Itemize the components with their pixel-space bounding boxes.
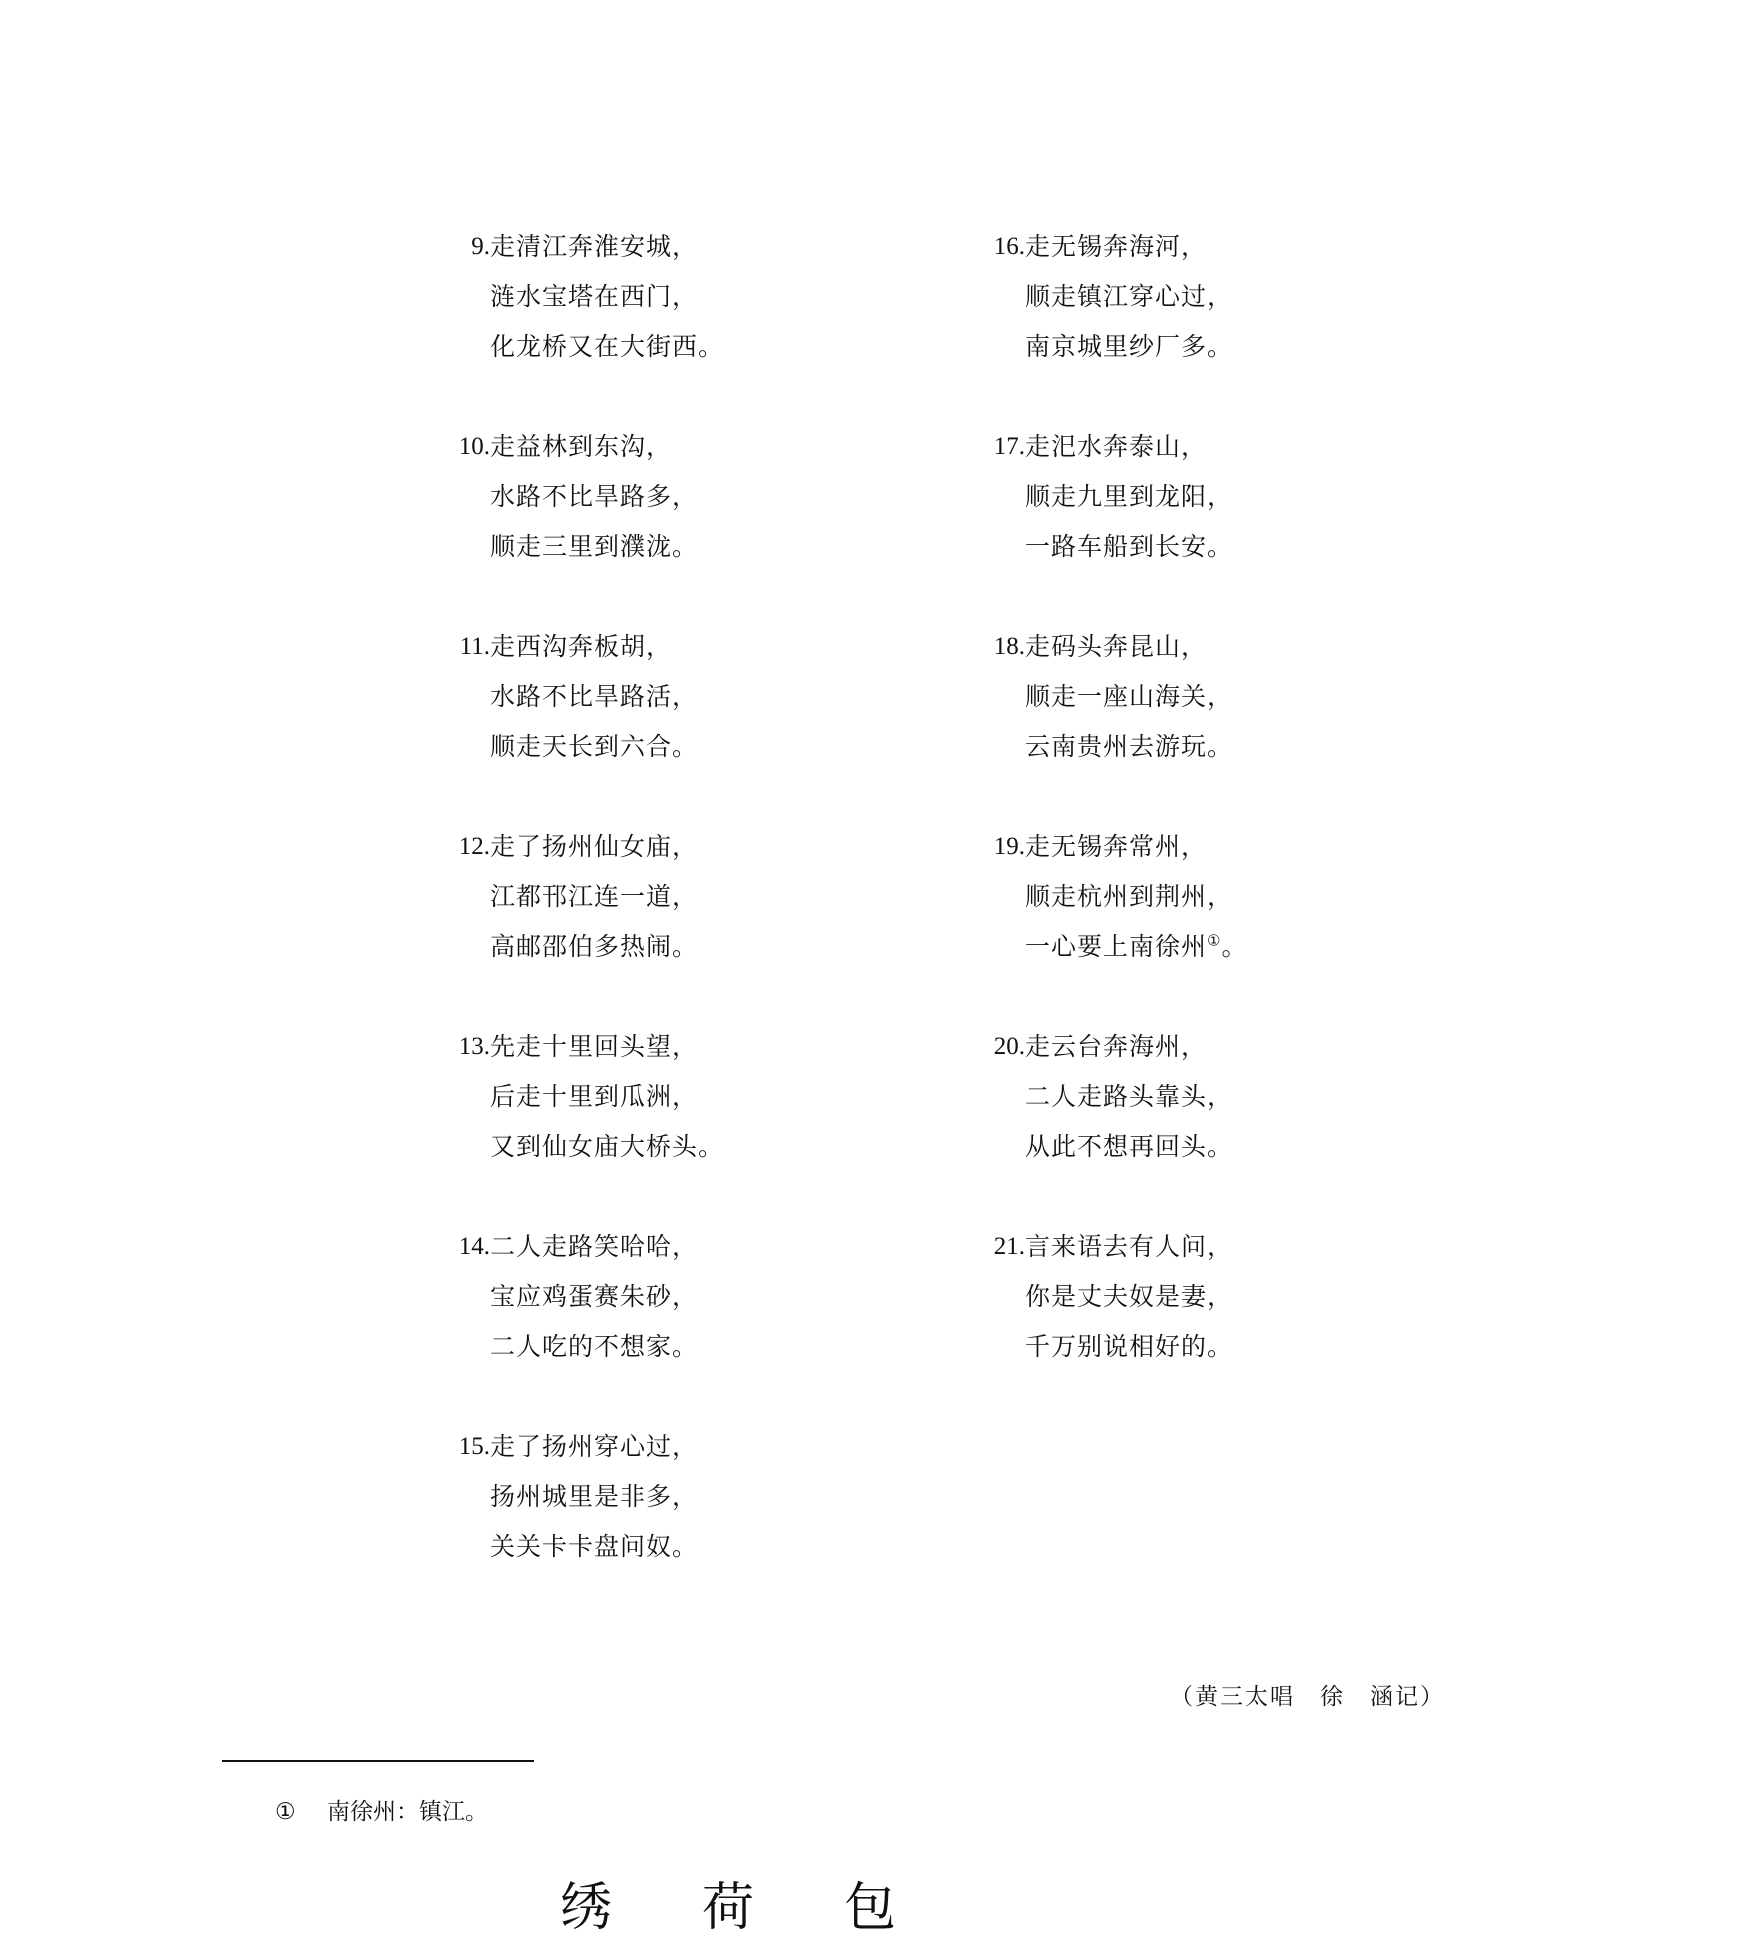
verse-line: 走码头奔昆山， (1025, 632, 1208, 661)
verse-line: 水路不比旱路多， (490, 482, 699, 511)
verse-line: 高邮邵伯多热闹。 (490, 932, 699, 961)
verse-line: 走汜水奔泰山， (1025, 432, 1208, 461)
verse-line: 走了扬州穿心过， (490, 1432, 699, 1461)
verse-line: 顺走一座山海关， (1025, 682, 1234, 711)
verse-line: 二人吃的不想家。 (490, 1332, 699, 1361)
verse-line: 言来语去有人问， (1025, 1232, 1234, 1261)
verse-line-with-footnote (1025, 932, 1247, 962)
stanza-number: 19. (993, 833, 1025, 860)
verse-line: 走无锡奔海河， (1025, 232, 1208, 261)
verse-line: 走了扬州仙女庙， (490, 832, 699, 861)
stanza-number: 12. (458, 833, 490, 860)
footnote-text: 南徐州：镇江。 (327, 1799, 488, 1825)
verse-line: 江都邗江连一道， (490, 882, 699, 911)
verse-line: 走清江奔淮安城， (490, 232, 699, 261)
verse-line: 化龙桥又在大街西。 (490, 332, 725, 361)
verse-line: 扬州城里是非多， (490, 1482, 699, 1511)
verse-line: 先走十里回头望， (490, 1032, 699, 1061)
verse-line: 南京城里纱厂多。 (1025, 332, 1234, 361)
stanza-number: 14. (458, 1233, 490, 1260)
verse-line: 关关卡卡盘问奴。 (490, 1532, 699, 1561)
stanza-number: 9. (471, 233, 490, 260)
verse-line: 顺走三里到濮泷。 (490, 532, 699, 561)
stanza-number: 15. (458, 1433, 490, 1460)
stanza-number: 11. (459, 633, 490, 660)
verse-line-end: 。 (1221, 932, 1248, 961)
verse-line: 水路不比旱路活， (490, 682, 699, 711)
verse-line: 二人走路笑哈哈， (490, 1232, 699, 1261)
stanza-number: 16. (993, 233, 1025, 260)
next-section-title: 绣荷包 (560, 1878, 987, 1938)
verse-line: 从此不想再回头。 (1025, 1132, 1234, 1161)
verse-line: 涟水宝塔在西门， (490, 282, 699, 311)
footnote-divider (222, 1760, 534, 1762)
verse-line: 云南贵州去游玩。 (1025, 732, 1234, 761)
stanza-number: 21. (993, 1233, 1025, 1260)
verse-line: 顺走九里到龙阳， (1025, 482, 1234, 511)
verse-line: 宝应鸡蛋赛朱砂， (490, 1282, 699, 1311)
stanza-number: 10. (458, 433, 490, 460)
verse-line: 走西沟奔板胡， (490, 632, 673, 661)
stanza-number: 20. (993, 1033, 1025, 1060)
stanza-number: 17. (993, 433, 1025, 460)
verse-line: 顺走天长到六合。 (490, 732, 699, 761)
verse-line: 二人走路头靠头， (1025, 1082, 1234, 1111)
verse-line-text: 一心要上南徐州 (1025, 932, 1208, 961)
verse-line: 顺走杭州到荆州， (1025, 882, 1234, 911)
verse-line: 顺走镇江穿心过， (1025, 282, 1234, 311)
singer-attribution: （黄三太唱 徐 涵记） (1170, 1684, 1445, 1710)
footnote-reference[interactable]: ① (1207, 931, 1222, 950)
verse-line: 走无锡奔常州， (1025, 832, 1208, 861)
verse-line: 又到仙女庙大桥头。 (490, 1132, 725, 1161)
verse-line: 一路车船到长安。 (1025, 532, 1234, 561)
verse-line: 你是丈夫奴是妻， (1025, 1282, 1234, 1311)
verse-line: 走云台奔海州， (1025, 1032, 1208, 1061)
footnote-mark: ① (275, 1799, 296, 1825)
stanza-number: 13. (458, 1033, 490, 1060)
footnote (275, 1797, 488, 1827)
verse-line: 走益林到东沟， (490, 432, 673, 461)
stanza-number: 18. (993, 633, 1025, 660)
verse-line: 千万别说相好的。 (1025, 1332, 1234, 1361)
verse-line: 后走十里到瓜洲， (490, 1082, 699, 1111)
